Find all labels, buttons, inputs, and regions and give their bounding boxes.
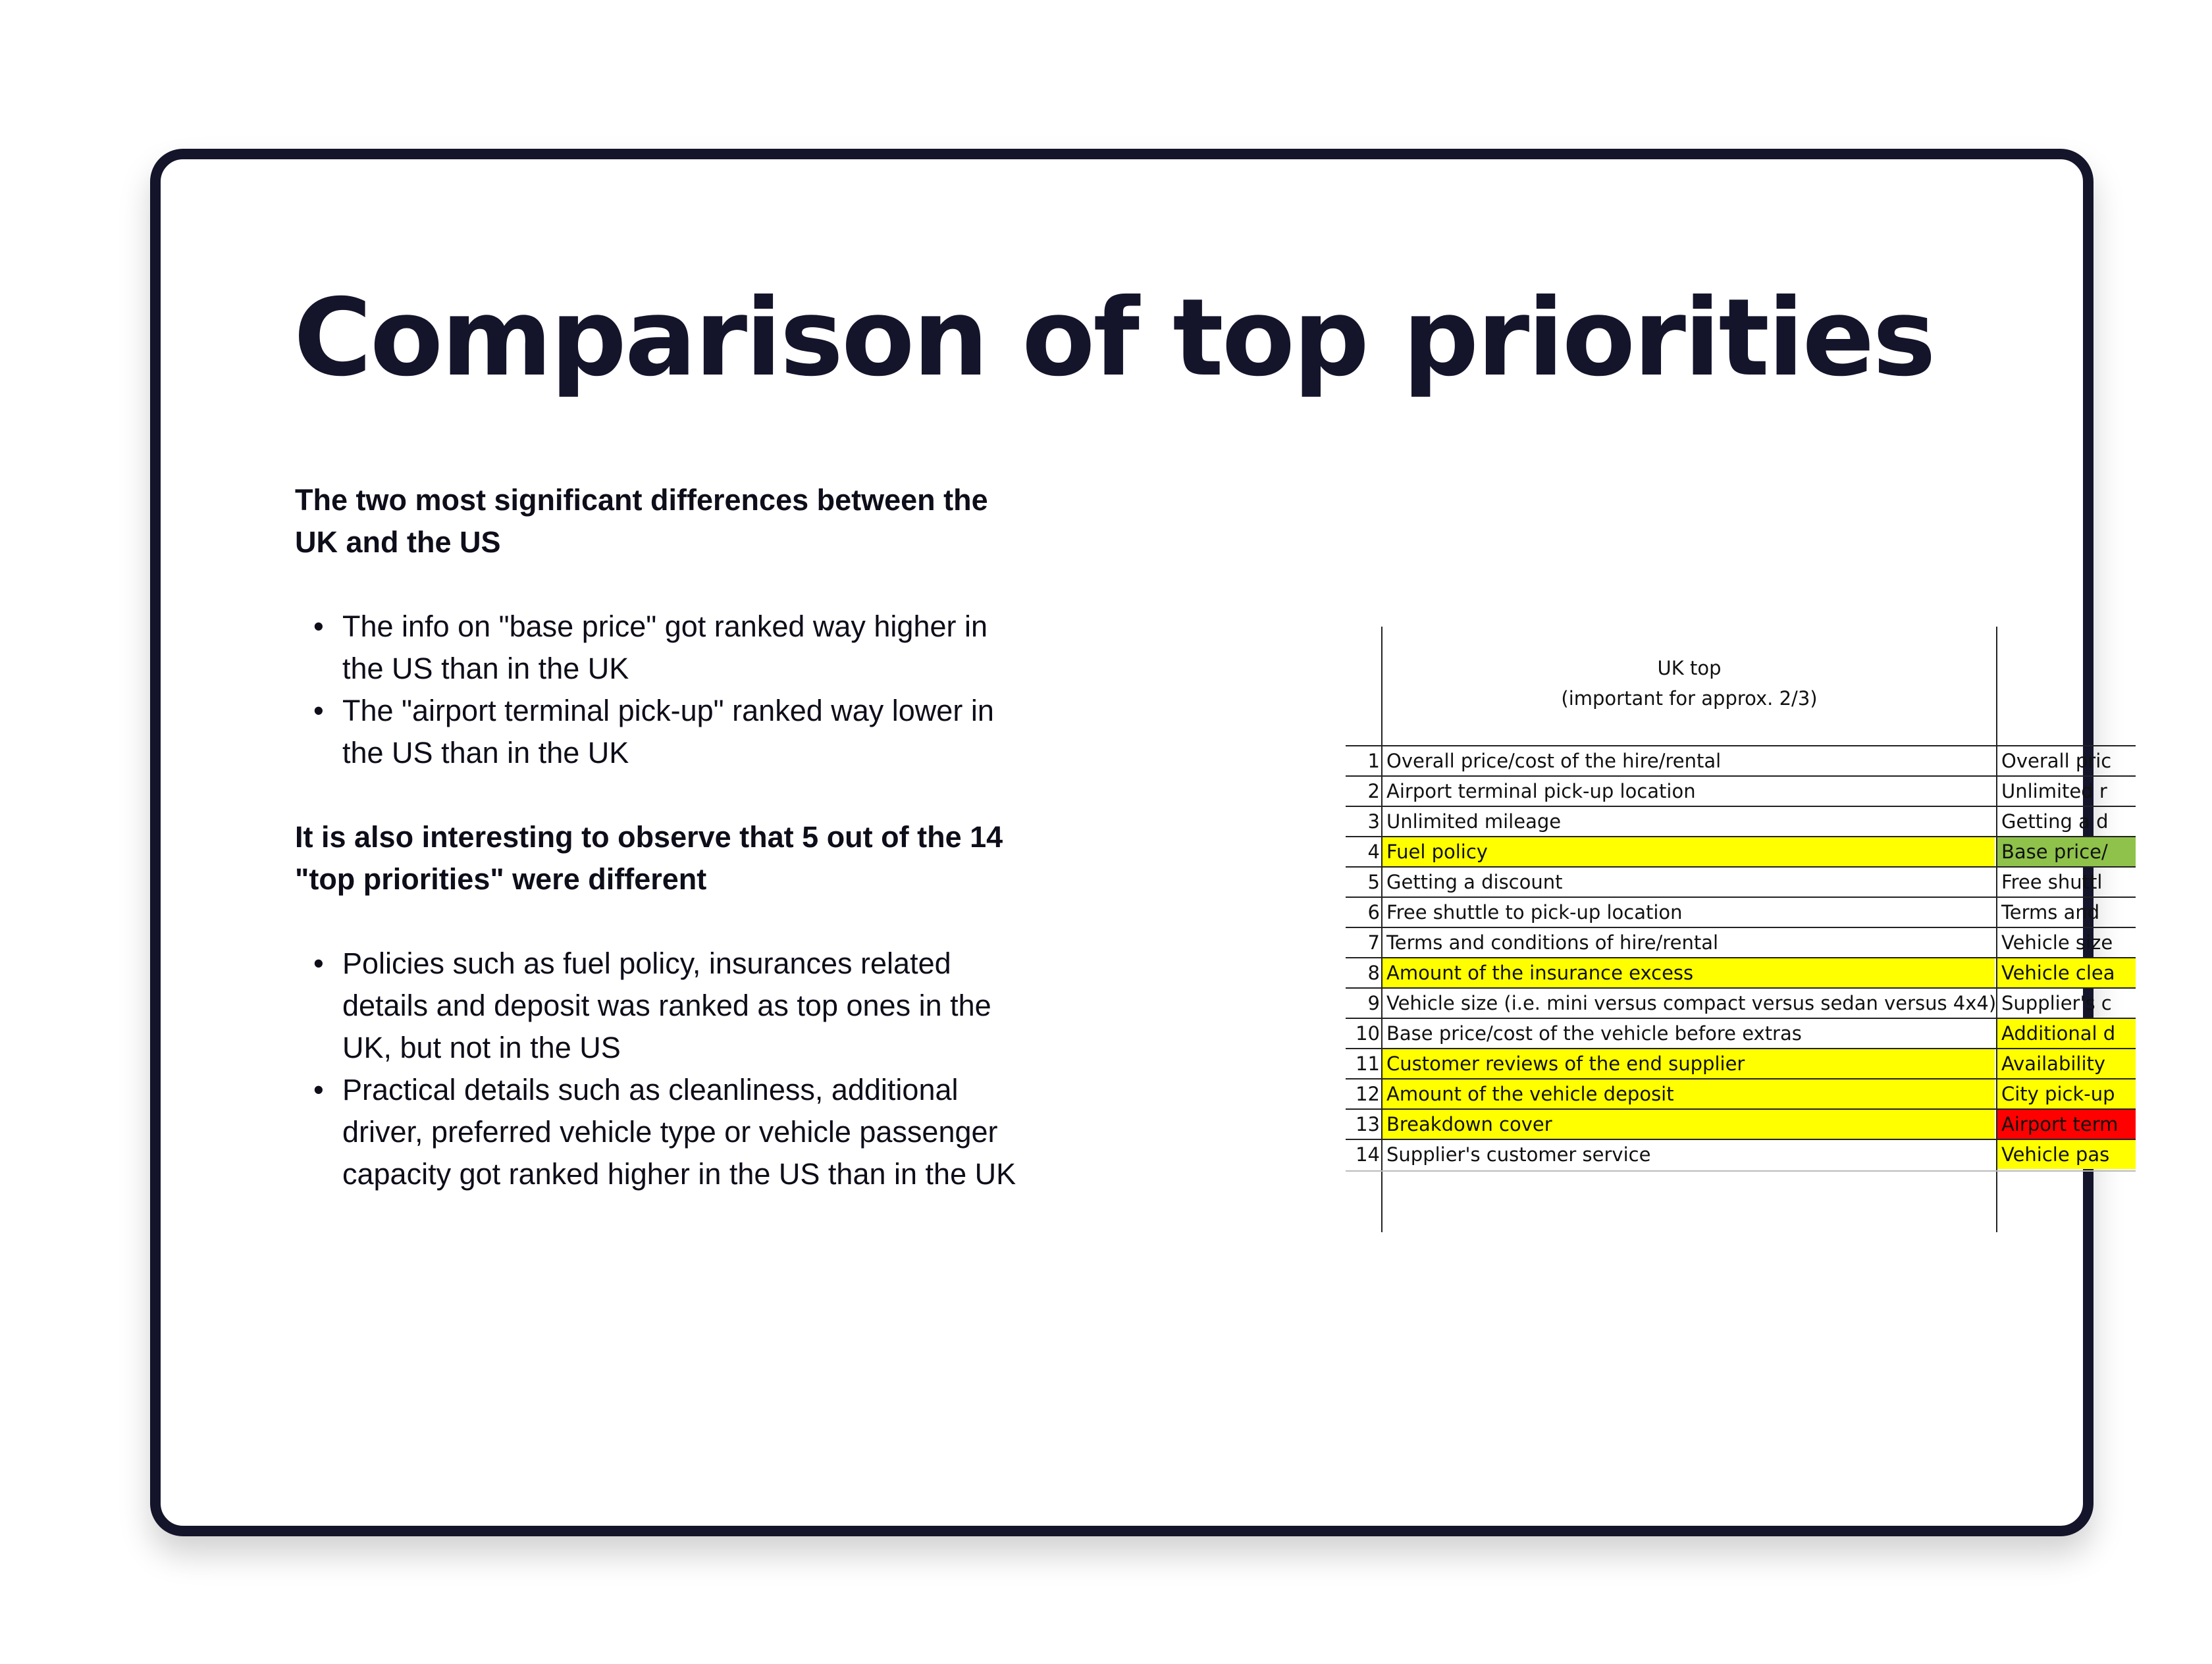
- table-row: [1346, 1048, 2136, 1079]
- row-number: 5: [1367, 871, 1380, 893]
- uk-priority-cell: Amount of the vehicle deposit: [1382, 1079, 1995, 1108]
- list-item: [295, 943, 1111, 1069]
- table-row: [1346, 927, 2136, 958]
- section2-bullet-list: [295, 943, 1111, 1195]
- us-priority-cell: Base price/: [1997, 837, 2136, 866]
- bullet-text: the US than in the UK: [342, 736, 629, 769]
- uk-priority-cell: Getting a discount: [1386, 871, 1563, 893]
- row-number: 2: [1367, 780, 1380, 802]
- row-number: 8: [1367, 962, 1380, 984]
- list-item: [295, 606, 1111, 690]
- table-row: [1346, 775, 2136, 807]
- table-row: [1346, 745, 2136, 777]
- section1-bullet-list: [295, 606, 1111, 774]
- list-item: [295, 1069, 1111, 1195]
- us-priority-cell: Getting a d: [2001, 810, 2109, 833]
- slide-title: Comparison of top priorities: [294, 276, 1934, 400]
- us-priority-cell: City pick-up: [1997, 1079, 2136, 1108]
- table-row: [1346, 836, 2136, 868]
- uk-priority-cell: Amount of the insurance excess: [1382, 958, 1995, 987]
- us-priority-cell: Supplier's c: [2001, 992, 2112, 1014]
- row-number: 11: [1356, 1053, 1380, 1075]
- priority-table-snapshot: [1319, 627, 2119, 1417]
- uk-priority-cell: Breakdown cover: [1382, 1110, 1995, 1139]
- table-row: [1346, 1108, 2136, 1140]
- table-row: [1346, 806, 2136, 837]
- table-row: [1346, 1018, 2136, 1049]
- section1-heading-line2: UK and the US: [295, 525, 501, 559]
- section2-heading-line1: It is also interesting to observe that 5 out of the 14: [295, 820, 1003, 854]
- us-priority-cell: Terms and: [2001, 901, 2100, 923]
- section2-heading: [295, 816, 1111, 900]
- row-number: 6: [1367, 901, 1380, 923]
- table-row: [1346, 957, 2136, 989]
- bullet-icon: •: [313, 694, 324, 727]
- row-number: 14: [1356, 1143, 1380, 1166]
- uk-priority-cell: Fuel policy: [1382, 837, 1995, 866]
- us-priority-cell: Availability: [1997, 1049, 2136, 1078]
- section1-heading: [295, 479, 1111, 563]
- table-row: [1346, 1078, 2136, 1110]
- us-priority-cell: Vehicle pas: [1997, 1140, 2136, 1169]
- bullet-text: driver, preferred vehicle type or vehicle passenger: [342, 1115, 998, 1149]
- table-row: [1346, 987, 2136, 1019]
- uk-priority-cell: Airport terminal pick-up location: [1386, 780, 1696, 802]
- bullet-icon: •: [313, 1073, 324, 1106]
- table-row: [1346, 1139, 2136, 1172]
- row-number: 3: [1367, 810, 1380, 833]
- uk-priority-cell: Overall price/cost of the hire/rental: [1386, 750, 1722, 772]
- bullet-text: Policies such as fuel policy, insurances related: [342, 947, 951, 980]
- bullet-text: The info on "base price" got ranked way higher in: [342, 610, 988, 643]
- uk-priority-cell: Free shuttle to pick-up location: [1386, 901, 1683, 923]
- row-number: 4: [1367, 841, 1380, 863]
- row-number: 1: [1367, 750, 1380, 772]
- us-priority-cell: Overall pric: [2001, 750, 2112, 772]
- us-priority-cell: Vehicle size: [2001, 931, 2113, 954]
- section1-heading-line1: The two most significant differences between the: [295, 483, 988, 517]
- list-item: [295, 690, 1111, 774]
- bullet-text: The "airport terminal pick-up" ranked way lower in: [342, 694, 994, 727]
- row-number: 10: [1356, 1022, 1380, 1045]
- uk-priority-cell: Customer reviews of the end supplier: [1382, 1049, 1995, 1078]
- bullet-text: the US than in the UK: [342, 652, 629, 685]
- uk-priority-cell: Vehicle size (i.e. mini versus compact versus sedan versus 4x4): [1386, 992, 1997, 1014]
- us-priority-cell: Airport term: [1997, 1110, 2136, 1139]
- bullet-text: capacity got ranked higher in the US than in the UK: [342, 1157, 1016, 1191]
- bullet-icon: •: [313, 947, 324, 980]
- text-column: [295, 479, 1111, 1237]
- row-number: 7: [1367, 931, 1380, 954]
- us-priority-cell: Unlimited r: [2001, 780, 2107, 802]
- bullet-text: Practical details such as cleanliness, additional: [342, 1073, 959, 1106]
- uk-priority-cell: Unlimited mileage: [1386, 810, 1562, 833]
- us-priority-cell: Free shuttl: [2001, 871, 2103, 893]
- table-row: [1346, 897, 2136, 928]
- uk-header-line1: UK top: [1657, 657, 1722, 679]
- section2-heading-line2: "top priorities" were different: [295, 862, 707, 896]
- us-priority-cell: Additional d: [1997, 1019, 2136, 1048]
- uk-priority-cell: Supplier's customer service: [1386, 1143, 1651, 1166]
- bullet-text: UK, but not in the US: [342, 1031, 621, 1064]
- table-row: [1346, 866, 2136, 898]
- us-priority-cell: Vehicle clea: [1997, 958, 2136, 987]
- slide-frame: [150, 149, 2119, 1536]
- uk-priority-cell: Terms and conditions of hire/rental: [1386, 931, 1719, 954]
- row-number: 13: [1356, 1113, 1380, 1135]
- row-number: 9: [1367, 992, 1380, 1014]
- bullet-icon: •: [313, 610, 324, 643]
- bullet-text: details and deposit was ranked as top ones in the: [342, 989, 991, 1022]
- row-number: 12: [1356, 1083, 1380, 1105]
- uk-column-header: [1381, 653, 1997, 714]
- uk-header-line2: (important for approx. 2/3): [1561, 687, 1818, 710]
- uk-priority-cell: Base price/cost of the vehicle before extras: [1386, 1022, 1802, 1045]
